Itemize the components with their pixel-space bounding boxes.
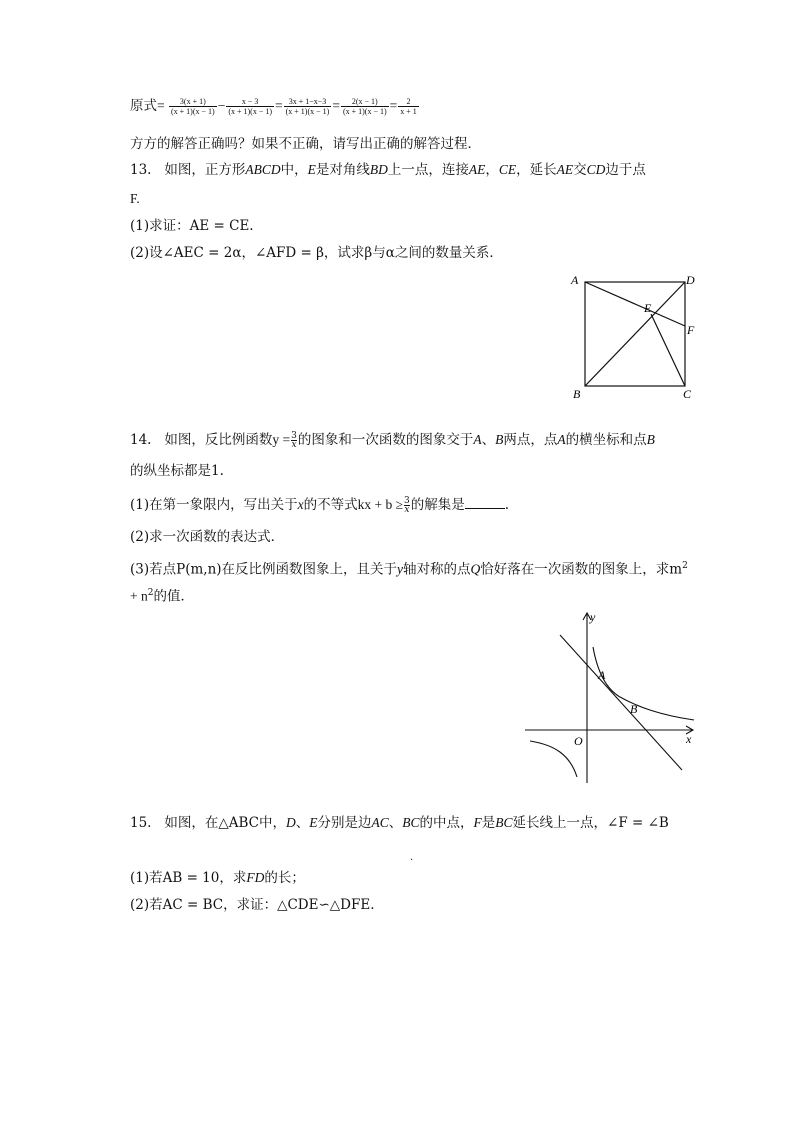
equals-sign: = (275, 98, 283, 113)
fraction-2: $\frac{x - 3}{(x + 1)(x - 1)}$ (228, 97, 272, 117)
equals-sign: = (332, 98, 340, 113)
label-d: D (686, 273, 695, 287)
axis-label-y: y (590, 610, 596, 624)
fraction-3-over-x-2: $\frac{3}{x}$ (404, 496, 410, 515)
label-b: B (573, 387, 581, 401)
point-b-label: B (630, 702, 638, 716)
linear-function-line (560, 635, 682, 770)
square-figure (565, 270, 700, 405)
fraction-3-over-x: $\frac{3}{x}$ (291, 431, 297, 450)
segment-af (585, 282, 685, 326)
diagonal-bd (585, 282, 685, 386)
label-f: F (687, 323, 695, 337)
q14-part1: (1)在第一象限内，写出关于x的不等式kx + b ≥ $\frac{3}{x}$ 的解集是 . (130, 496, 510, 515)
fraction-5: $\frac{2}{x + 1}$ (400, 97, 417, 117)
q14-number: 14. (130, 432, 152, 448)
q14-part2: (2)求一次函数的表达式． (130, 529, 285, 545)
fraction-4: $\frac{2(x - 1)}{(x + 1)(x - 1)}$ (342, 97, 387, 117)
q13-part1: (1)求证：AE = CE. (130, 218, 254, 234)
origin-label: O (574, 734, 583, 748)
hyperbola-branch-third-quadrant (530, 741, 577, 777)
axis-label-x: x (686, 732, 692, 746)
hyperbola-branch-first-quadrant (593, 647, 694, 720)
fraction-1: $\frac{3(x + 1)}{(x + 1)(x - 1)}$ (171, 97, 215, 117)
equals-sign: = (389, 98, 398, 113)
q13-stem: 13. 如图，正方形ABCD中，E是对角线BD上一点，连接AE，CE，延长AE交CD边于点 (130, 162, 646, 178)
equals-sign: = (157, 98, 165, 113)
intro-label: 原式 (130, 98, 157, 113)
q15-number: 15. (130, 815, 152, 831)
label-c: C (683, 387, 692, 401)
label-e: E (644, 301, 652, 315)
answer-blank (465, 496, 505, 509)
label-a: A (571, 273, 579, 287)
q14-part3: (3)若点P(m,n)在反比例函数图象上，且关于y轴对称的点Q恰好落在一次函数的图象上，求$m^2$ (130, 561, 688, 578)
function-graph (520, 605, 700, 790)
q13-number: 13. (130, 162, 152, 178)
fraction-3: $\frac{3x + 1-x-3}{(x + 1)(x - 1)}$ (285, 97, 330, 117)
stray-dot: . (410, 852, 414, 863)
q15-part2: (2)若AC = BC，求证：△CDE∽△DFE. (130, 897, 375, 913)
q15-part1: (1)若AB = 10，求FD的长； (130, 870, 305, 886)
q14-stem-line2: 的纵坐标都是1. (130, 463, 224, 479)
q15-stem: 15. 如图，在△ABC中，D、E分别是边AC、BC的中点，F是BC延长线上一点，∠F = ∠B (130, 815, 669, 831)
q13-part2: (2)设∠AEC = 2α，∠AFD = β，试求β与α之间的数量关系． (130, 245, 503, 261)
q14-stem: 14. 如图，反比例函数y = $\frac{3}{x}$ 的图象和一次函数的图象交于A、B两点，点A的横坐标和点B (130, 431, 655, 450)
q13-stem-line2: F. (130, 191, 140, 206)
point-a-label: A (598, 668, 606, 682)
intro-question: 方方的解答正确吗？如果不正确，请写出正确的解答过程． (130, 136, 481, 152)
q14-part3-line2: + $n^2$的值． (130, 588, 194, 605)
segment-ce (651, 314, 685, 386)
intro-equation (130, 97, 420, 116)
minus-sign: − (217, 98, 226, 113)
